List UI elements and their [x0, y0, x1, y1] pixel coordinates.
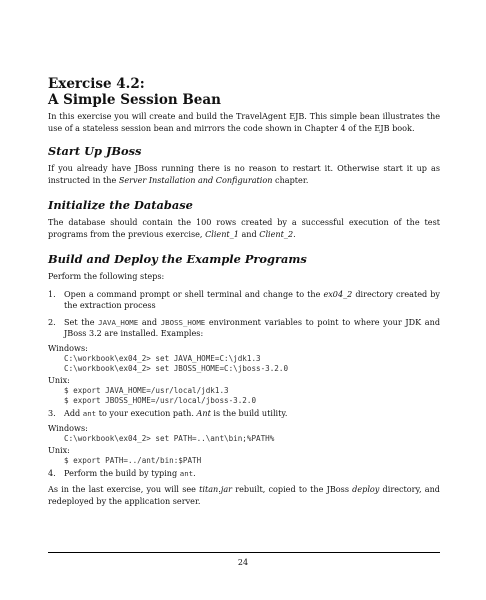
code-line: C:\workbook\ex04_2> set PATH=..\ant\bin;%PATH% — [64, 434, 275, 444]
init-paragraph — [48, 217, 440, 240]
ant-command: ant — [179, 468, 194, 478]
intro-paragraph: In this exercise you will create and build the TravelAgent EJB. This simple bean illustrates the use of a stateless session bean and mirrors the code shown in Chapter 4 of the EJB book. — [48, 111, 440, 133]
deploy-dir-ref: deploy — [352, 484, 380, 495]
step-2-and: and — [138, 316, 161, 327]
step-2 — [48, 317, 440, 340]
unix-label-1: Unix: — [48, 374, 70, 385]
exercise-number: Exercise 4.2: — [48, 76, 145, 92]
unix-code-block-2 — [48, 456, 440, 467]
step-1-number: 1. — [48, 288, 56, 299]
start-text: If you already have JBoss running there is no reason to restart it. Otherwise start it up as instructed in the — [48, 163, 440, 185]
step-4 — [48, 468, 440, 480]
code-line: $ export PATH=../ant/bin:$PATH — [64, 455, 202, 465]
code-line: C:\workbook\ex04_2> set JBOSS_HOME=C:\jboss-3.2.0 — [64, 364, 289, 374]
step-3 — [48, 408, 440, 420]
windows-code-block-2 — [48, 434, 440, 445]
closing-text: As in the last exercise, you will see — [48, 484, 200, 495]
step-1-text-end: directory created by the extraction process — [64, 288, 440, 310]
windows-label-1: Windows: — [48, 342, 88, 353]
init-and: and — [238, 228, 260, 239]
build-intro: Perform the following steps: — [48, 271, 165, 281]
code-line: $ export JAVA_HOME=/usr/local/jdk1.3 — [64, 385, 229, 395]
unix-label-2: Unix: — [48, 444, 70, 455]
heading-initialize-database: Initialize the Database — [48, 198, 193, 212]
titan-jar-ref: titan.jar — [199, 484, 233, 495]
step-2-number: 2. — [48, 316, 56, 327]
step-1 — [48, 289, 440, 312]
step-3-text: Add — [64, 407, 83, 418]
step-1-dir: ex04_2 — [323, 288, 353, 299]
step-1-text: Open a command prompt or shell terminal and change to the — [64, 288, 324, 299]
start-text-end: chapter. — [272, 174, 309, 185]
step-4-number: 4. — [48, 467, 56, 478]
client2-ref: Client_2 — [259, 228, 294, 239]
init-text: The database should contain the 100 rows created by a successful execution of the test programs from the previous exercise, — [48, 217, 440, 239]
java-home-var: JAVA_HOME — [98, 317, 139, 327]
step-2-text: Set the — [64, 316, 99, 327]
closing-text-end: directory, and redeployed by the application server. — [48, 484, 440, 506]
closing-mid: rebuilt, copied to the JBoss — [232, 484, 353, 495]
jboss-home-var: JBOSS_HOME — [160, 317, 206, 327]
heading-build-deploy: Build and Deploy the Example Programs — [48, 252, 307, 266]
page-content — [48, 76, 440, 507]
step-4-text: Perform the build by typing — [64, 467, 180, 478]
unix-code-block-1 — [48, 386, 440, 407]
step-3-number: 3. — [48, 407, 56, 418]
code-line: C:\workbook\ex04_2> set JAVA_HOME=C:\jdk1.3 — [64, 353, 261, 363]
windows-label-2: Windows: — [48, 423, 88, 434]
step-3-text-end: is the build utility. — [210, 407, 288, 418]
exercise-title — [48, 76, 440, 108]
heading-start-jboss: Start Up JBoss — [48, 144, 142, 158]
code-line: $ export JBOSS_HOME=/usr/local/jboss-3.2.0 — [64, 396, 257, 406]
client1-ref: Client_1 — [205, 228, 239, 239]
ant-name: Ant — [196, 407, 211, 418]
step-2-text-end: environment variables to point to where your JDK and JBoss 3.2 are installed. Examples: — [64, 316, 440, 338]
start-paragraph — [48, 163, 440, 186]
step-3-mid: to your execution path. — [96, 407, 197, 418]
exercise-name: A Simple Session Bean — [48, 92, 221, 108]
step-4-period: . — [193, 467, 196, 478]
start-chapter-ref: Server Installation and Configuration — [118, 174, 273, 185]
footer-rule — [48, 552, 440, 553]
closing-paragraph — [48, 484, 440, 507]
page-number: 24 — [237, 558, 249, 567]
windows-code-block-1 — [48, 354, 440, 375]
ant-command: ant — [82, 408, 97, 418]
init-period: . — [293, 228, 296, 239]
